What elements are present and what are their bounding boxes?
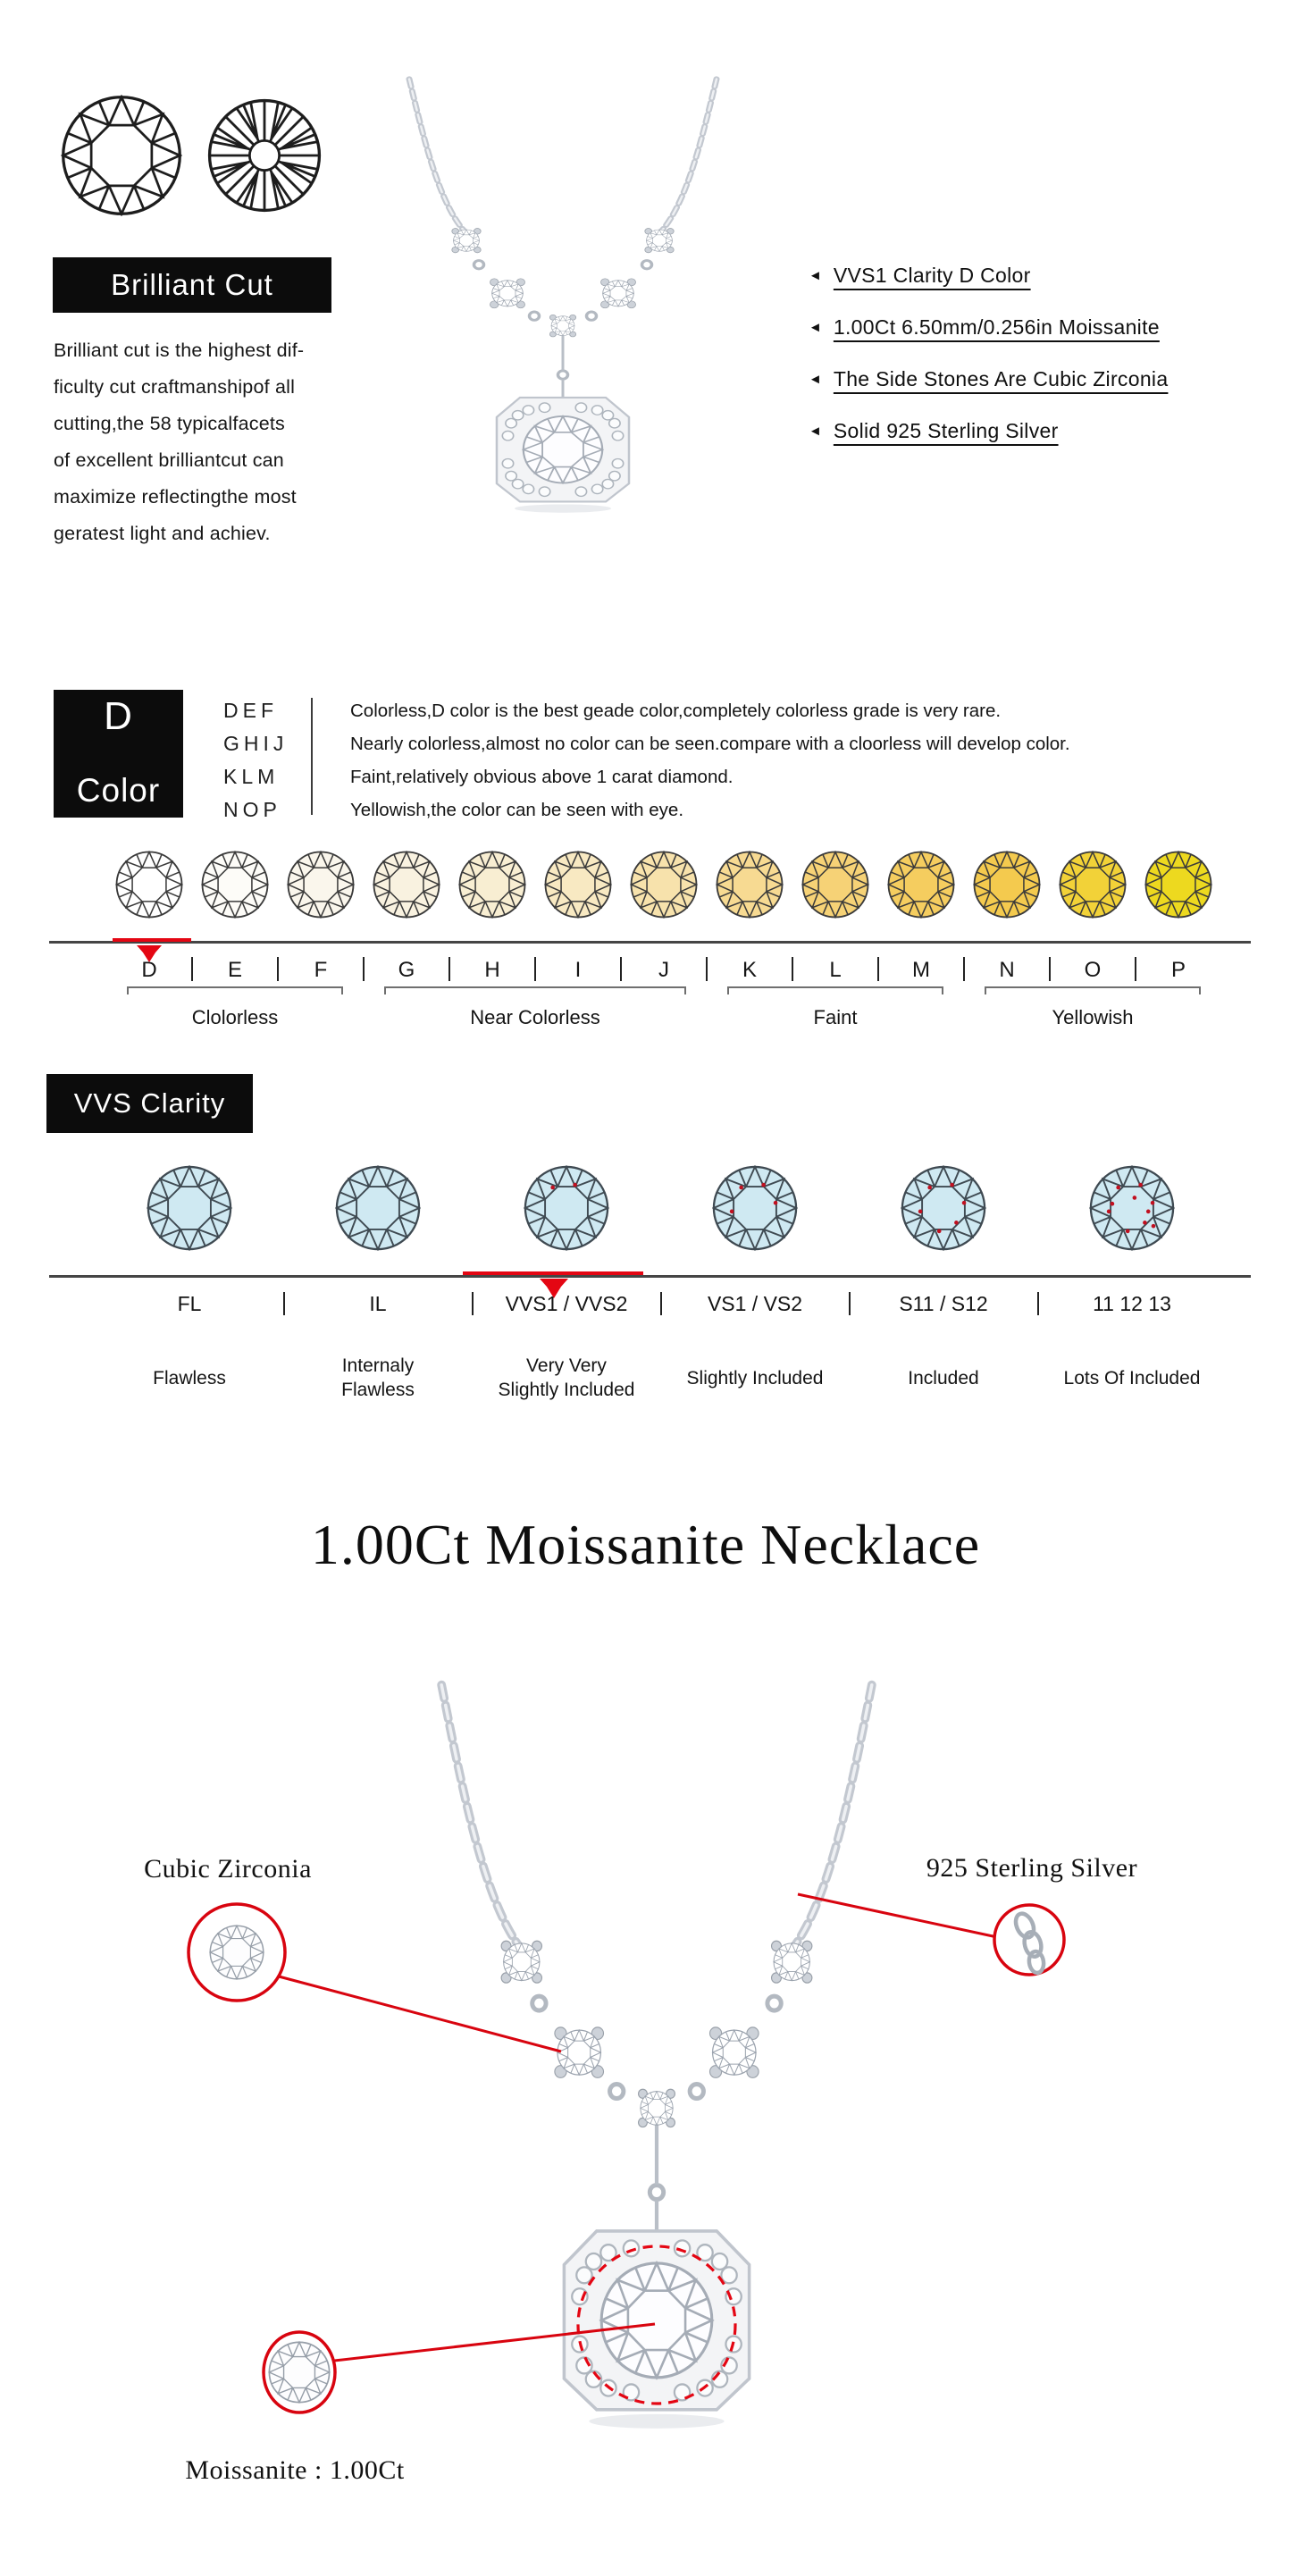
d-color-letter: D xyxy=(104,694,133,738)
color-scale-letter: K xyxy=(742,958,757,982)
feature-item xyxy=(809,261,1168,290)
clarity-scale-line xyxy=(49,1275,1251,1278)
brilliant-cut-paragraph xyxy=(54,332,362,552)
d-color-heading xyxy=(54,690,183,818)
color-grade-description: Colorless,D color is the best geade color,completely colorless grade is very rare. xyxy=(350,701,1002,721)
color-group-label: Faint xyxy=(813,1006,858,1028)
annotation-overlay xyxy=(0,1680,1291,2576)
clarity-marker-line xyxy=(463,1271,643,1275)
cubic-zirconia-stone-closeup xyxy=(210,1926,264,1979)
color-scale-letter: D xyxy=(141,958,157,982)
color-marker-line xyxy=(113,938,191,942)
color-scale-gem xyxy=(115,851,183,919)
clarity-grade-description xyxy=(849,1342,1038,1414)
paragraph-line: geratest light and achiev. xyxy=(54,523,271,544)
color-scale-line xyxy=(49,941,1251,944)
color-scale-gem xyxy=(630,851,698,919)
clarity-description-line: Flawless xyxy=(341,1380,415,1400)
vvs-clarity-title: VVS Clarity xyxy=(73,1087,226,1119)
color-grade-descriptions xyxy=(350,694,1262,827)
color-scale-letter: L xyxy=(829,958,842,982)
clarity-grade-description xyxy=(660,1342,850,1414)
callout-line-cubic-zirconia xyxy=(279,1976,561,2052)
color-scale-letter: I xyxy=(574,958,582,982)
color-grade-letters: NOP xyxy=(223,798,281,821)
diamond-top-view-diagram xyxy=(61,95,182,216)
product-title: 1.00Ct Moissanite Necklace xyxy=(310,1513,981,1576)
left-arrow-icon: ◄ xyxy=(809,320,822,335)
clarity-description-line: Lots Of Included xyxy=(1063,1367,1201,1389)
clarity-grade-label: VVS1 / VVS2 xyxy=(505,1292,628,1315)
color-scale-gem xyxy=(544,851,612,919)
color-scale-letter: J xyxy=(658,958,669,982)
color-scale-letter: N xyxy=(999,958,1015,982)
moissanite-highlight-circle xyxy=(578,2246,735,2404)
color-scale-gem xyxy=(801,851,869,919)
color-group-label: Yellowish xyxy=(1052,1006,1134,1028)
feature-text: VVS1 Clarity D Color xyxy=(833,264,1031,287)
callout-line-moissanite xyxy=(334,2324,655,2361)
brilliant-cut-heading xyxy=(53,257,331,313)
color-scale-gem xyxy=(1059,851,1127,919)
clarity-description-line: Internaly xyxy=(341,1355,415,1376)
clarity-grade-description xyxy=(472,1342,661,1414)
clarity-description-line: Flawless xyxy=(153,1367,226,1389)
color-group-bracket xyxy=(384,986,686,994)
color-scale-gem xyxy=(201,851,269,919)
clarity-scale-gem xyxy=(524,1165,609,1251)
color-scale-gem xyxy=(287,851,355,919)
feature-item xyxy=(809,365,1168,394)
feature-item xyxy=(809,416,1168,446)
color-group-bracket xyxy=(127,986,343,994)
color-scale-gem xyxy=(716,851,784,919)
color-scale-gem xyxy=(373,851,440,919)
clarity-grade-label: VS1 / VS2 xyxy=(707,1292,803,1315)
clarity-description-line: Very Very xyxy=(526,1355,607,1376)
color-group-label: Near Colorless xyxy=(470,1006,600,1028)
clarity-scale-gem xyxy=(901,1165,986,1251)
color-grade-letters: DEF xyxy=(223,699,278,722)
color-grade-description: Yellowish,the color can be seen with eye. xyxy=(350,800,684,820)
color-scale-letter: H xyxy=(484,958,500,982)
paragraph-line: ficulty cut craftmanshipof all xyxy=(54,376,296,398)
feature-list xyxy=(809,261,1168,446)
clarity-grade-label: IL xyxy=(369,1292,387,1315)
color-grade-letters: GHIJ xyxy=(223,732,289,755)
clarity-grade-description xyxy=(283,1342,473,1414)
color-group-label: Clolorless xyxy=(191,1006,279,1028)
color-scale-letter: E xyxy=(227,958,242,982)
paragraph-line: Brilliant cut is the highest dif- xyxy=(54,340,305,361)
cubic-zirconia-label: Cubic Zirconia xyxy=(144,1854,312,1884)
color-grade-letters: KLM xyxy=(223,765,280,788)
clarity-scale-gem xyxy=(1089,1165,1175,1251)
sterling-silver-label: 925 Sterling Silver xyxy=(926,1853,1138,1883)
color-scale-letter: G xyxy=(398,958,415,982)
color-grade-description: Faint,relatively obvious above 1 carat diamond. xyxy=(350,767,734,787)
color-scale-letter: M xyxy=(912,958,930,982)
paragraph-line: maximize reflectingthe most xyxy=(54,486,297,508)
clarity-description-line: Included xyxy=(908,1367,979,1389)
left-arrow-icon: ◄ xyxy=(809,372,822,387)
clarity-scale-gem xyxy=(712,1165,798,1251)
paragraph-line: of excellent brilliantcut can xyxy=(54,449,284,471)
clarity-scale-gem xyxy=(147,1165,232,1251)
brilliant-cut-title: Brilliant Cut xyxy=(111,268,273,301)
color-grade-groups xyxy=(223,694,288,827)
clarity-grade-label: S11 / S12 xyxy=(899,1292,988,1315)
left-arrow-icon: ◄ xyxy=(809,268,822,283)
color-scale-gem xyxy=(1144,851,1212,919)
color-scale-letter: F xyxy=(314,958,328,982)
diamond-pavilion-view-diagram xyxy=(207,98,322,213)
moissanite-stone-closeup xyxy=(269,2342,329,2402)
color-grade-description: Nearly colorless,almost no color can be seen.compare with a cloorless will develop color. xyxy=(350,734,1070,754)
necklace-photo-top xyxy=(384,76,742,514)
color-scale-gem xyxy=(973,851,1041,919)
color-scale-letter: P xyxy=(1170,958,1186,982)
clarity-grade-label: FL xyxy=(177,1292,202,1315)
clarity-description-line: Slightly Included xyxy=(686,1367,824,1389)
clarity-description-line: Slightly Included xyxy=(498,1380,635,1400)
feature-text: 1.00Ct 6.50mm/0.256in Moissanite xyxy=(833,315,1160,339)
left-arrow-icon: ◄ xyxy=(809,424,822,439)
vvs-clarity-heading xyxy=(46,1074,253,1133)
clarity-grade-description xyxy=(95,1342,284,1414)
color-scale-gem xyxy=(458,851,526,919)
clarity-grade-label: 11 12 13 xyxy=(1093,1292,1171,1315)
color-group-bracket xyxy=(985,986,1201,994)
clarity-grade-description xyxy=(1037,1342,1227,1414)
feature-text: Solid 925 Sterling Silver xyxy=(833,419,1059,442)
color-scale-gem xyxy=(887,851,955,919)
paragraph-line: cutting,the 58 typicalfacets xyxy=(54,413,285,434)
callout-line-sterling-silver xyxy=(798,1894,997,1937)
moissanite-carat-label: Moissanite : 1.00Ct xyxy=(185,2455,405,2485)
color-scale-letter: O xyxy=(1084,958,1102,982)
color-group-bracket xyxy=(727,986,943,994)
divider-line xyxy=(311,698,313,815)
d-color-word: Color xyxy=(76,772,161,809)
clarity-scale-gem xyxy=(335,1165,421,1251)
feature-text: The Side Stones Are Cubic Zirconia xyxy=(833,367,1169,390)
feature-item xyxy=(809,313,1168,342)
